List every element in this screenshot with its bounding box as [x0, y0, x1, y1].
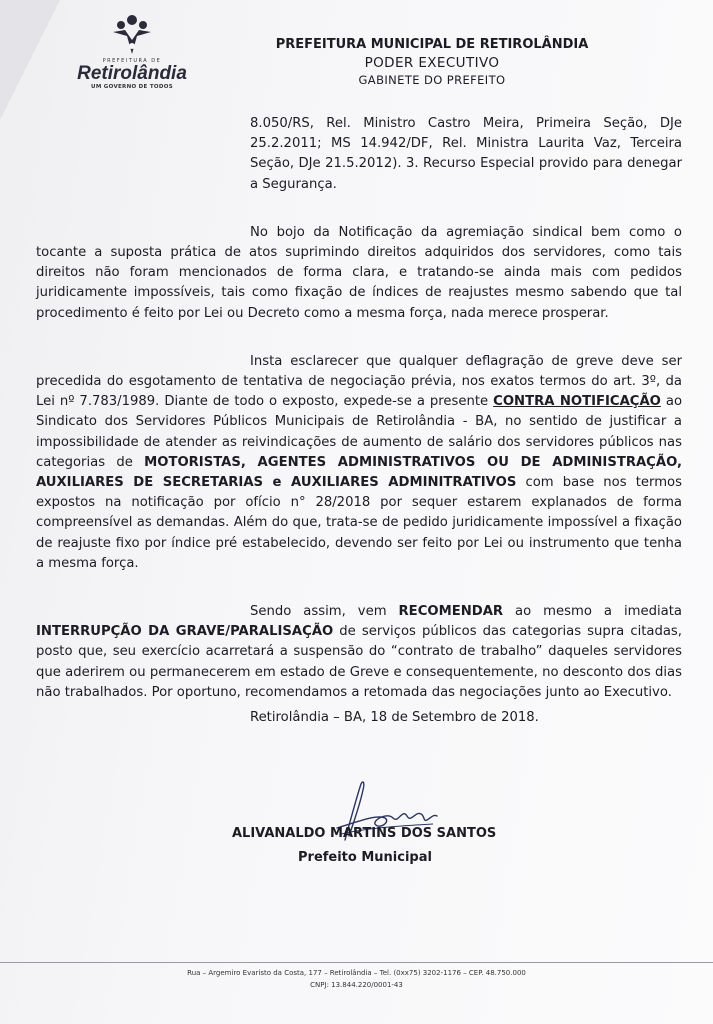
logo-name: Retirolândia: [77, 63, 187, 84]
paragraph-3-text-e: com base nos termos expostos na notificação por ofício n° 28/2018 por sequer estarem explanados de forma compreensível as demandas. Além do que, trata-se de pedido juridicamente impossível a fixação de reajuste fixo por índice pré estabelecido, devendo ser feito por Lei ou instrumento que tenha a mesma força.: [36, 475, 682, 571]
paragraph-3: [36, 352, 682, 574]
paragraph-2-text: No bojo da Notificação da agremiação sindical bem como o tocante a suposta prática de atos suprimindo direitos adquiridos dos servidores, como tais direitos não foram mencionados de forma clara, e tratando-se ainda mais com pedidos juridicamente impossíveis, tais como fixação de índices de reajustes mesmo sabendo que tal procedimento é feito por Lei ou Decreto como a mesma força, nada merece prosperar.: [36, 224, 682, 321]
interrupcao-emphasis: INTERRUPÇÃO DA GRAVE/PARALISAÇÃO: [36, 624, 334, 640]
logo-subtitle: PREFEITURA DE: [102, 58, 162, 64]
recomendar-emphasis: RECOMENDAR: [398, 604, 504, 620]
municipality-logo: [62, 14, 202, 104]
footer-divider: [0, 962, 713, 963]
letterhead-line-2: PODER EXECUTIVO: [364, 55, 500, 71]
paragraph-1: 8.050/RS, Rel. Ministro Castro Meira, Primeira Seção, DJe 25.2.2011; MS 14.942/DF, Rel. Ministra Laurita Vaz, Terceira Seção, DJe 21.5.2012). 3. Recurso Especial provido para denegar a Segurança.: [250, 116, 682, 192]
signatory-role: Prefeito Municipal: [298, 850, 432, 865]
paragraph-4-text-a: Sendo assim, vem: [250, 604, 399, 620]
paragraph-4: [36, 602, 682, 703]
letterhead-line-3: GABINETE DO PREFEITO: [358, 73, 506, 87]
footer-cnpj: CNPJ: 13.844.220/0001-43: [310, 981, 403, 989]
document-date: Retirolândia – BA, 18 de Setembro de 2018.: [250, 710, 539, 725]
paragraph-4-text-e: de serviços públicos das categorias supra citadas, posto que, seu exercício acarretará a suspensão do “contrato de trabalho” daqueles servidores que aderirem ou permanecerem em estado de Greve e consequentemente, no desconto dos dias não trabalhados. Por oportuno, recomendamos a retomada das negociações junto ao Executivo.: [36, 624, 682, 700]
people-emblem-icon: [109, 14, 155, 58]
paragraph-3-text-a: Insta esclarecer que qualquer deflagração de greve deve ser precedida do esgotamento de tentativa de negociação prévia, nos exatos termos do art. 3º, da Lei nº 7.783/1989. Diante de todo o exposto, expede-se a presente: [36, 353, 682, 410]
paragraph-4-text-c: ao mesmo a imediata: [503, 604, 682, 620]
document-body: [36, 114, 682, 703]
paragraph-3-text-c: ao Sindicato dos Servidores Públicos Municipais de Retirolândia - BA, no sentido de justificar a impossibilidade de atender as reivindicações de aumento de salário dos servidores públicos nas categorias de: [36, 394, 683, 470]
logo-motto: UM GOVERNO DE TODOS: [91, 84, 173, 90]
footer-address: Rua – Argemiro Evaristo da Costa, 177 – Retirolândia – Tel. (0xx75) 3202-1176 – CEP. 48.750.000: [187, 969, 526, 977]
letterhead-line-1: PREFEITURA MUNICIPAL DE RETIROLÂNDIA: [275, 37, 589, 52]
signatory-name: ALIVANALDO MARTINS DOS SANTOS: [232, 826, 497, 841]
categories-emphasis: MOTORISTAS, AGENTES ADMINISTRATIVOS OU DE ADMINISTRAÇÃO, AUXILIARES DE SECRETARIAS e AUXILIARES ADMINITRATIVOS: [36, 454, 682, 491]
page-fold: [0, 0, 60, 120]
letterhead: [232, 36, 632, 89]
footer: [0, 967, 713, 991]
contra-notificacao-emphasis: CONTRA NOTIFICAÇÃO: [493, 394, 661, 410]
paragraph-2: [36, 223, 682, 324]
